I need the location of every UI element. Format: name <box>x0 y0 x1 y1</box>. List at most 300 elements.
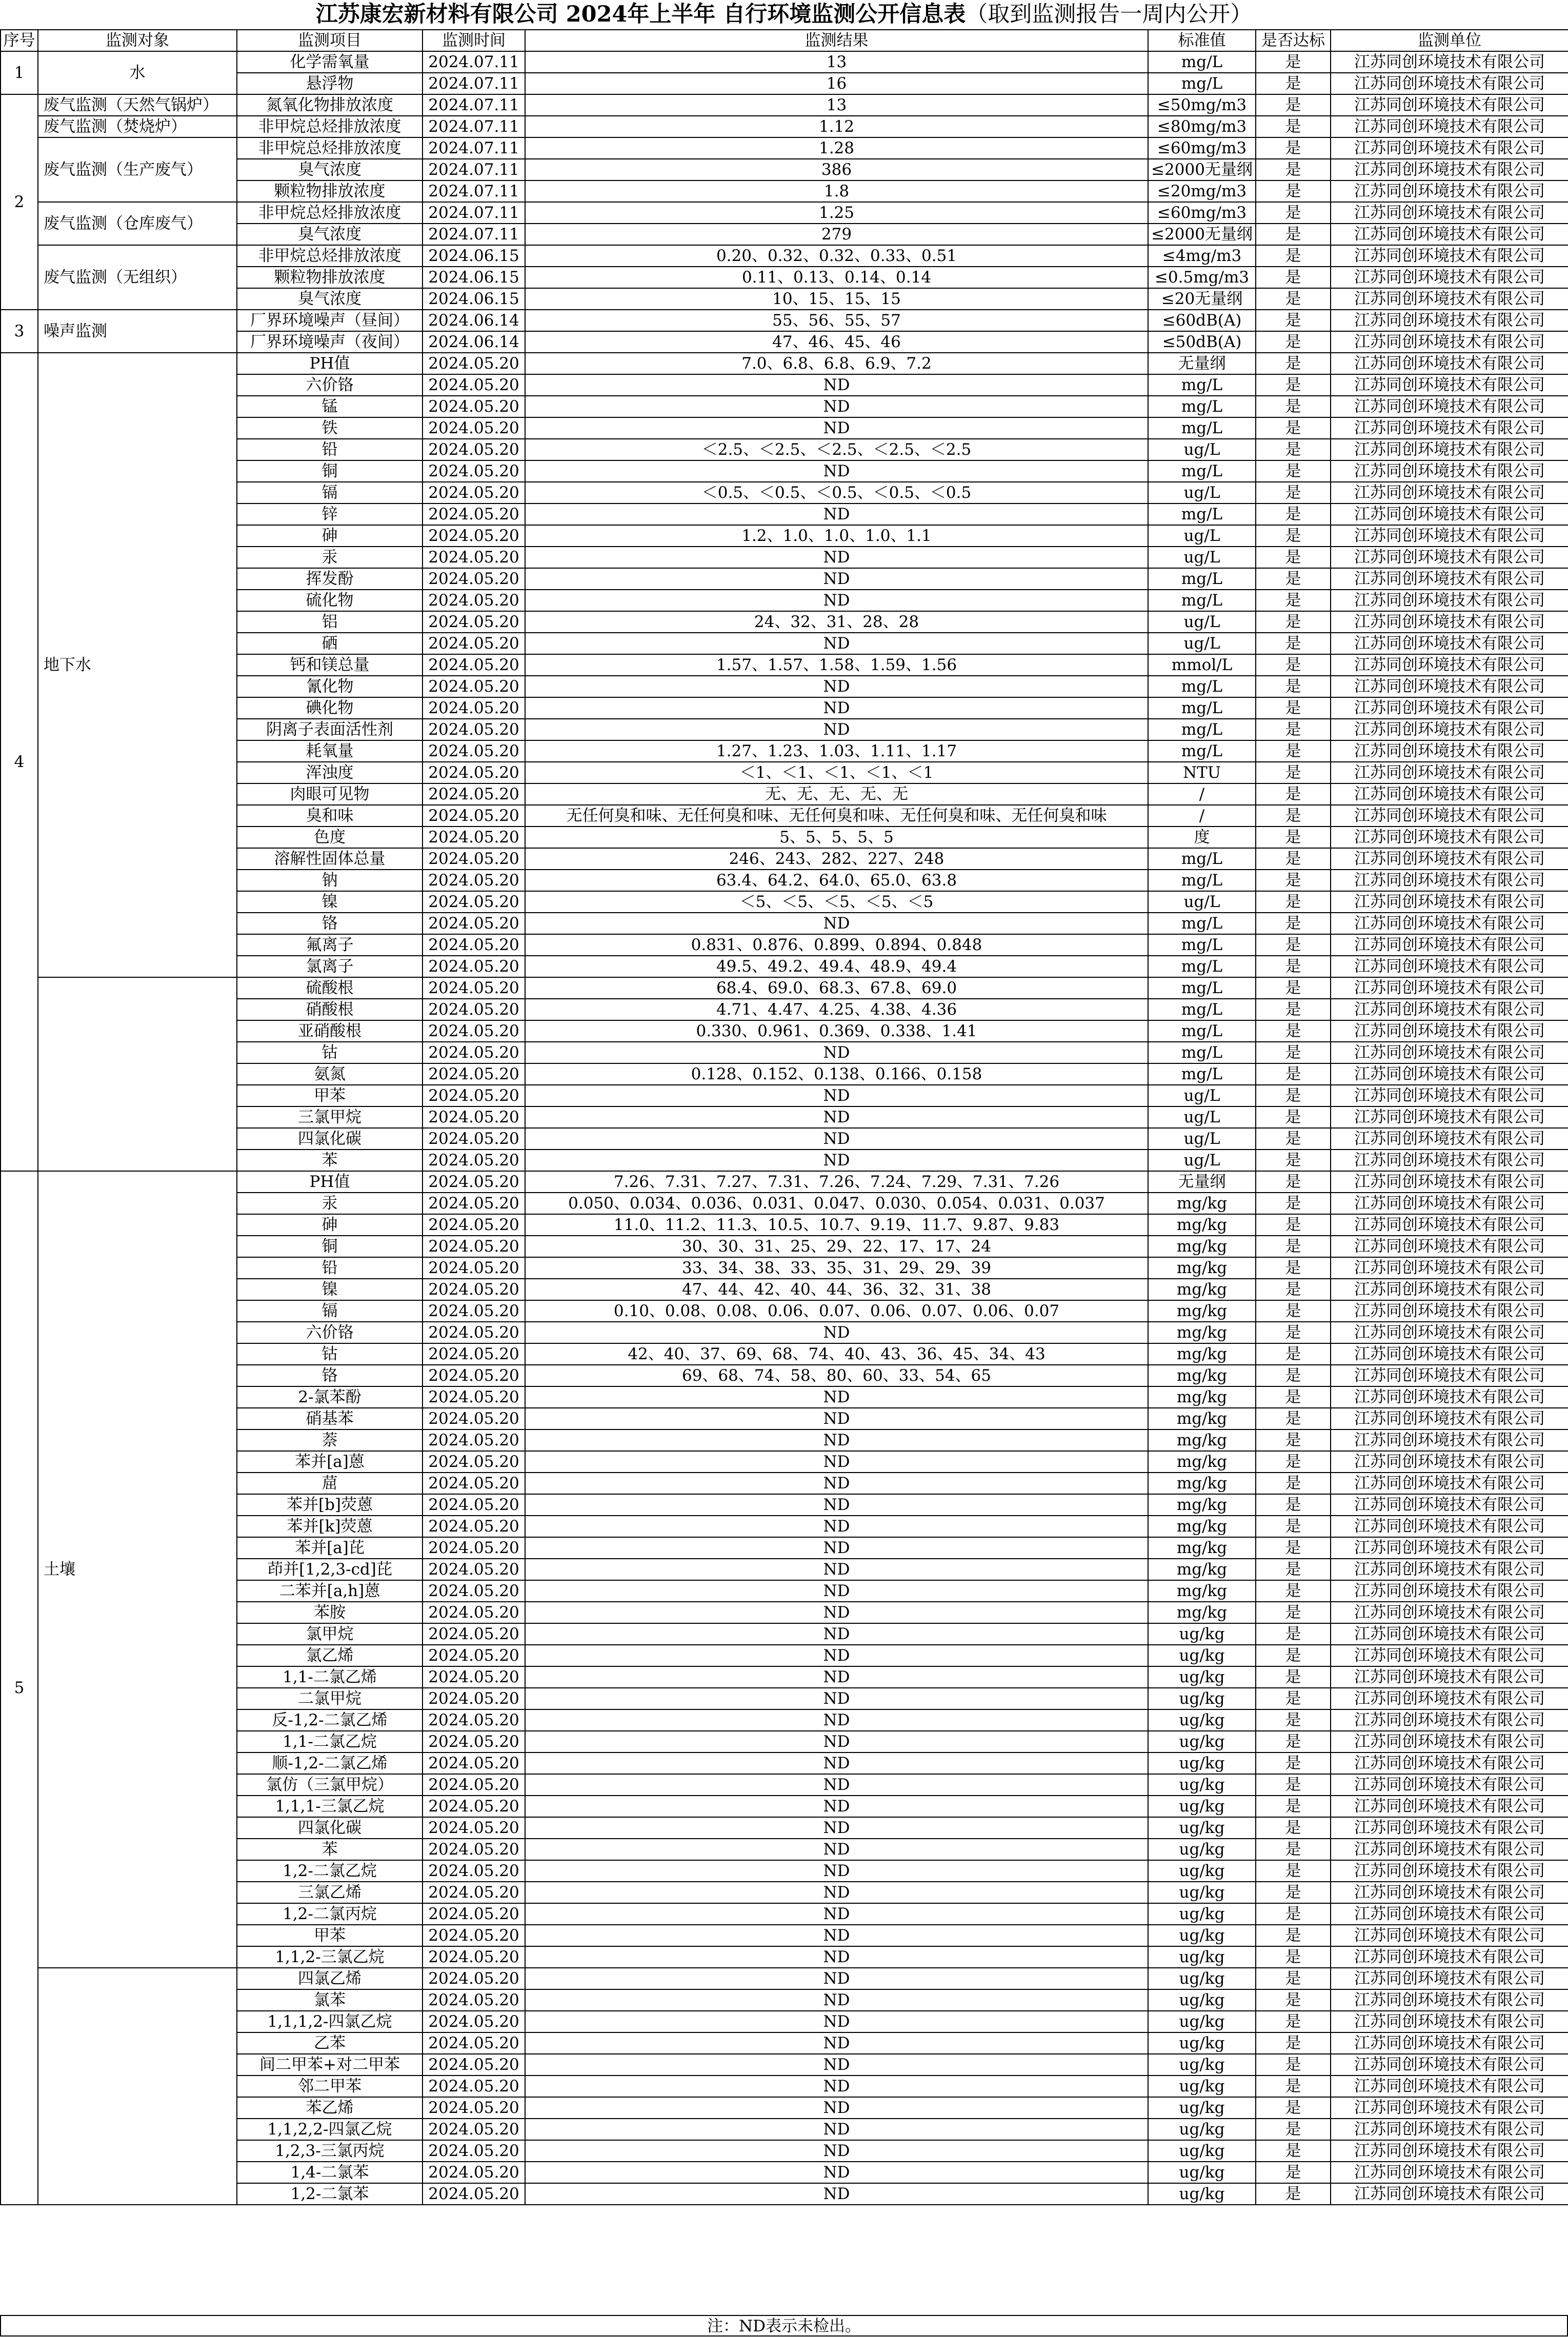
date-cell: 2024.05.20 <box>423 353 525 374</box>
monitoring-table <box>0 29 1568 2205</box>
standard-cell: ug/kg <box>1148 2011 1256 2032</box>
result-cell: ND <box>525 2097 1148 2119</box>
item-cell: 三氯乙烯 <box>237 1882 423 1903</box>
unit-cell: 江苏同创环境技术有限公司 <box>1331 913 1568 934</box>
date-cell: 2024.05.20 <box>423 2032 525 2054</box>
date-cell: 2024.05.20 <box>423 460 525 482</box>
result-cell: 279 <box>525 224 1148 245</box>
date-cell: 2024.05.20 <box>423 1214 525 1236</box>
compliant-cell: 是 <box>1256 331 1331 353</box>
item-cell: 1,1,2-三氯乙烷 <box>237 1946 423 1968</box>
item-cell: 挥发酚 <box>237 568 423 590</box>
unit-cell: 江苏同创环境技术有限公司 <box>1331 870 1568 891</box>
date-cell: 2024.05.20 <box>423 1343 525 1365</box>
date-cell: 2024.05.20 <box>423 1666 525 1688</box>
standard-cell: ug/L <box>1148 891 1256 913</box>
standard-cell: / <box>1148 783 1256 805</box>
standard-cell: ug/L <box>1148 633 1256 654</box>
result-cell: ND <box>525 913 1148 934</box>
item-cell: 臭气浓度 <box>237 288 423 310</box>
result-cell: 69、68、74、58、80、60、33、54、65 <box>525 1365 1148 1386</box>
compliant-cell: 是 <box>1256 288 1331 310</box>
date-cell: 2024.05.20 <box>423 999 525 1020</box>
compliant-cell: 是 <box>1256 94 1331 116</box>
result-cell: ND <box>525 1731 1148 1752</box>
unit-cell: 江苏同创环境技术有限公司 <box>1331 73 1568 94</box>
standard-cell: ≤60mg/m3 <box>1148 137 1256 159</box>
result-cell: 1.2、1.0、1.0、1.0、1.1 <box>525 525 1148 547</box>
date-cell: 2024.05.20 <box>423 762 525 783</box>
unit-cell: 江苏同创环境技术有限公司 <box>1331 267 1568 288</box>
unit-cell: 江苏同创环境技术有限公司 <box>1331 1085 1568 1106</box>
date-cell: 2024.05.20 <box>423 1946 525 1968</box>
unit-cell: 江苏同创环境技术有限公司 <box>1331 2183 1568 2205</box>
item-cell: 1,2-二氯乙烷 <box>237 1860 423 1882</box>
unit-cell: 江苏同创环境技术有限公司 <box>1331 460 1568 482</box>
result-cell: 55、56、55、57 <box>525 310 1148 331</box>
unit-cell: 江苏同创环境技术有限公司 <box>1331 999 1568 1020</box>
date-cell: 2024.05.20 <box>423 1193 525 1214</box>
unit-cell: 江苏同创环境技术有限公司 <box>1331 1903 1568 1925</box>
item-cell: 厂界环境噪声（夜间） <box>237 331 423 353</box>
unit-cell: 江苏同创环境技术有限公司 <box>1331 956 1568 977</box>
compliant-cell: 是 <box>1256 439 1331 460</box>
result-cell: ND <box>525 1645 1148 1666</box>
object-cell: 废气监测（仓库废气） <box>38 202 237 245</box>
date-cell: 2024.05.20 <box>423 956 525 977</box>
table-row <box>1 353 1568 374</box>
date-cell: 2024.05.20 <box>423 1796 525 1817</box>
result-cell: ND <box>525 396 1148 417</box>
unit-cell: 江苏同创环境技术有限公司 <box>1331 1020 1568 1042</box>
standard-cell: ug/kg <box>1148 1925 1256 1946</box>
result-cell: ND <box>525 1451 1148 1473</box>
compliant-cell: 是 <box>1256 1063 1331 1085</box>
seq-cell: 2 <box>1 94 38 310</box>
unit-cell: 江苏同创环境技术有限公司 <box>1331 590 1568 611</box>
standard-cell: ≤0.5mg/m3 <box>1148 267 1256 288</box>
result-cell: ND <box>525 1989 1148 2011</box>
result-cell: ND <box>525 1494 1148 1516</box>
compliant-cell: 是 <box>1256 805 1331 827</box>
compliant-cell: 是 <box>1256 1343 1331 1365</box>
standard-cell: mmol/L <box>1148 654 1256 676</box>
compliant-cell: 是 <box>1256 1429 1331 1451</box>
standard-cell: ug/kg <box>1148 1946 1256 1968</box>
result-cell: 0.330、0.961、0.369、0.338、1.41 <box>525 1020 1148 1042</box>
date-cell: 2024.05.20 <box>423 870 525 891</box>
date-cell: 2024.05.20 <box>423 1580 525 1602</box>
standard-cell: ug/kg <box>1148 1752 1256 1774</box>
unit-cell: 江苏同创环境技术有限公司 <box>1331 740 1568 762</box>
date-cell: 2024.05.20 <box>423 1516 525 1537</box>
date-cell: 2024.05.20 <box>423 1559 525 1580</box>
object-cell: 废气监测（无组织） <box>38 245 237 310</box>
result-cell: 10、15、15、15 <box>525 288 1148 310</box>
compliant-cell: 是 <box>1256 1903 1331 1925</box>
date-cell: 2024.05.20 <box>423 1752 525 1774</box>
result-cell: 13 <box>525 94 1148 116</box>
unit-cell: 江苏同创环境技术有限公司 <box>1331 288 1568 310</box>
date-cell: 2024.05.20 <box>423 1042 525 1063</box>
compliant-cell: 是 <box>1256 2162 1331 2183</box>
standard-cell: mg/kg <box>1148 1473 1256 1494</box>
result-cell: ND <box>525 374 1148 396</box>
standard-cell: mg/L <box>1148 73 1256 94</box>
item-cell: 硒 <box>237 633 423 654</box>
item-cell: 厂界环境噪声（昼间） <box>237 310 423 331</box>
date-cell: 2024.07.11 <box>423 180 525 202</box>
date-cell: 2024.05.20 <box>423 934 525 956</box>
unit-cell: 江苏同创环境技术有限公司 <box>1331 94 1568 116</box>
result-cell: ND <box>525 1623 1148 1645</box>
result-cell: ND <box>525 1925 1148 1946</box>
result-cell: ND <box>525 1882 1148 1903</box>
item-cell: 1,1-二氯乙烯 <box>237 1666 423 1688</box>
unit-cell: 江苏同创环境技术有限公司 <box>1331 1752 1568 1774</box>
date-cell: 2024.05.20 <box>423 1408 525 1429</box>
object-cell: 水 <box>38 51 237 94</box>
item-cell: 耗氧量 <box>237 740 423 762</box>
item-cell: 䓛 <box>237 1473 423 1494</box>
unit-cell: 江苏同创环境技术有限公司 <box>1331 1645 1568 1666</box>
unit-cell: 江苏同创环境技术有限公司 <box>1331 525 1568 547</box>
compliant-cell: 是 <box>1256 1774 1331 1796</box>
unit-cell: 江苏同创环境技术有限公司 <box>1331 2011 1568 2032</box>
item-cell: 色度 <box>237 827 423 848</box>
standard-cell: mg/kg <box>1148 1559 1256 1580</box>
item-cell: 1,1-二氯乙烷 <box>237 1731 423 1752</box>
table-row <box>1 116 1568 137</box>
result-cell: ＜2.5、＜2.5、＜2.5、＜2.5、＜2.5 <box>525 439 1148 460</box>
table-row <box>1 310 1568 331</box>
date-cell: 2024.05.20 <box>423 1645 525 1666</box>
compliant-cell: 是 <box>1256 1257 1331 1279</box>
compliant-cell: 是 <box>1256 310 1331 331</box>
compliant-cell: 是 <box>1256 2183 1331 2205</box>
compliant-cell: 是 <box>1256 1989 1331 2011</box>
unit-cell: 江苏同创环境技术有限公司 <box>1331 1473 1568 1494</box>
item-cell: 颗粒物排放浓度 <box>237 180 423 202</box>
unit-cell: 江苏同创环境技术有限公司 <box>1331 1731 1568 1752</box>
result-cell: 386 <box>525 159 1148 180</box>
result-cell: 4.71、4.47、4.25、4.38、4.36 <box>525 999 1148 1020</box>
compliant-cell: 是 <box>1256 73 1331 94</box>
compliant-cell: 是 <box>1256 374 1331 396</box>
date-cell: 2024.05.20 <box>423 1968 525 1989</box>
item-cell: 铁 <box>237 417 423 439</box>
standard-cell: mg/L <box>1148 1042 1256 1063</box>
title-main: 江苏康宏新材料有限公司 2024年上半年 自行环境监测公开信息表 <box>315 2 966 27</box>
standard-cell: mg/L <box>1148 568 1256 590</box>
result-cell: 7.26、7.31、7.27、7.31、7.26、7.24、7.29、7.31、7.26 <box>525 1171 1148 1193</box>
standard-cell: mg/L <box>1148 848 1256 870</box>
standard-cell: ≤60mg/m3 <box>1148 202 1256 224</box>
item-cell: 二苯并[a,h]蒽 <box>237 1580 423 1602</box>
compliant-cell: 是 <box>1256 1128 1331 1150</box>
compliant-cell: 是 <box>1256 1408 1331 1429</box>
item-cell: 茚并[1,2,3-cd]芘 <box>237 1559 423 1580</box>
header-standard: 标准值 <box>1148 30 1256 51</box>
compliant-cell: 是 <box>1256 417 1331 439</box>
item-cell: 氯甲烷 <box>237 1623 423 1645</box>
compliant-cell: 是 <box>1256 827 1331 848</box>
item-cell: 硝酸根 <box>237 999 423 1020</box>
compliant-cell: 是 <box>1256 353 1331 374</box>
compliant-cell: 是 <box>1256 2032 1331 2054</box>
unit-cell: 江苏同创环境技术有限公司 <box>1331 827 1568 848</box>
date-cell: 2024.07.11 <box>423 202 525 224</box>
unit-cell: 江苏同创环境技术有限公司 <box>1331 374 1568 396</box>
item-cell: 阴离子表面活性剂 <box>237 719 423 740</box>
unit-cell: 江苏同创环境技术有限公司 <box>1331 633 1568 654</box>
standard-cell: ug/L <box>1148 439 1256 460</box>
compliant-cell: 是 <box>1256 1516 1331 1537</box>
item-cell: 1,1,1,2-四氯乙烷 <box>237 2011 423 2032</box>
standard-cell: mg/kg <box>1148 1214 1256 1236</box>
item-cell: 乙苯 <box>237 2032 423 2054</box>
compliant-cell: 是 <box>1256 202 1331 224</box>
compliant-cell: 是 <box>1256 1731 1331 1752</box>
date-cell: 2024.07.11 <box>423 137 525 159</box>
unit-cell: 江苏同创环境技术有限公司 <box>1331 1300 1568 1322</box>
item-cell: 1,1,1-三氯乙烷 <box>237 1796 423 1817</box>
object-cell: 废气监测（天然气锅炉） <box>38 94 237 116</box>
unit-cell: 江苏同创环境技术有限公司 <box>1331 783 1568 805</box>
seq-cell: 3 <box>1 310 38 353</box>
item-cell: 硫酸根 <box>237 977 423 999</box>
compliant-cell: 是 <box>1256 1968 1331 1989</box>
compliant-cell: 是 <box>1256 762 1331 783</box>
standard-cell: ug/kg <box>1148 1968 1256 1989</box>
item-cell: 化学需氧量 <box>237 51 423 73</box>
standard-cell: ≤2000无量纲 <box>1148 159 1256 180</box>
header-object: 监测对象 <box>38 30 237 51</box>
result-cell: ND <box>525 417 1148 439</box>
item-cell: 六价铬 <box>237 374 423 396</box>
result-cell: ND <box>525 1774 1148 1796</box>
unit-cell: 江苏同创环境技术有限公司 <box>1331 1429 1568 1451</box>
compliant-cell: 是 <box>1256 1602 1331 1623</box>
compliant-cell: 是 <box>1256 1085 1331 1106</box>
standard-cell: mg/kg <box>1148 1279 1256 1300</box>
unit-cell: 江苏同创环境技术有限公司 <box>1331 51 1568 73</box>
standard-cell: ug/kg <box>1148 1882 1256 1903</box>
unit-cell: 江苏同创环境技术有限公司 <box>1331 1796 1568 1817</box>
standard-cell: ug/kg <box>1148 1731 1256 1752</box>
unit-cell: 江苏同创环境技术有限公司 <box>1331 417 1568 439</box>
item-cell: 颗粒物排放浓度 <box>237 267 423 288</box>
result-cell: 47、44、42、40、44、36、32、31、38 <box>525 1279 1148 1300</box>
result-cell: ＜5、＜5、＜5、＜5、＜5 <box>525 891 1148 913</box>
compliant-cell: 是 <box>1256 999 1331 1020</box>
item-cell: 苯 <box>237 1150 423 1171</box>
seq-cell: 5 <box>1 1171 38 2205</box>
unit-cell: 江苏同创环境技术有限公司 <box>1331 568 1568 590</box>
standard-cell: ug/kg <box>1148 1645 1256 1666</box>
result-cell: ND <box>525 460 1148 482</box>
item-cell: 肉眼可见物 <box>237 783 423 805</box>
compliant-cell: 是 <box>1256 2054 1331 2076</box>
standard-cell: ug/L <box>1148 1150 1256 1171</box>
item-cell: 邻二甲苯 <box>237 2076 423 2097</box>
result-cell: ND <box>525 1473 1148 1494</box>
item-cell: 氯乙烯 <box>237 1645 423 1666</box>
compliant-cell: 是 <box>1256 977 1331 999</box>
standard-cell: ≤80mg/m3 <box>1148 116 1256 137</box>
unit-cell: 江苏同创环境技术有限公司 <box>1331 934 1568 956</box>
compliant-cell: 是 <box>1256 1817 1331 1839</box>
compliant-cell: 是 <box>1256 1279 1331 1300</box>
compliant-cell: 是 <box>1256 1473 1331 1494</box>
result-cell: 0.128、0.152、0.138、0.166、0.158 <box>525 1063 1148 1085</box>
header-result: 监测结果 <box>525 30 1148 51</box>
compliant-cell: 是 <box>1256 1796 1331 1817</box>
unit-cell: 江苏同创环境技术有限公司 <box>1331 762 1568 783</box>
page-title <box>0 0 1568 29</box>
standard-cell: ≤4mg/m3 <box>1148 245 1256 267</box>
result-cell: ND <box>525 1386 1148 1408</box>
date-cell: 2024.05.20 <box>423 1817 525 1839</box>
date-cell: 2024.05.20 <box>423 503 525 525</box>
object-cell: 噪声监测 <box>38 310 237 353</box>
table-row <box>1 977 1568 999</box>
compliant-cell: 是 <box>1256 525 1331 547</box>
date-cell: 2024.05.20 <box>423 1386 525 1408</box>
compliant-cell: 是 <box>1256 1537 1331 1559</box>
item-cell: 钠 <box>237 870 423 891</box>
result-cell: ＜0.5、＜0.5、＜0.5、＜0.5、＜0.5 <box>525 482 1148 503</box>
date-cell: 2024.05.20 <box>423 1257 525 1279</box>
compliant-cell: 是 <box>1256 482 1331 503</box>
standard-cell: ug/kg <box>1148 2119 1256 2140</box>
compliant-cell: 是 <box>1256 1925 1331 1946</box>
standard-cell: mg/kg <box>1148 1236 1256 1257</box>
item-cell: 钴 <box>237 1042 423 1063</box>
standard-cell: ≤2000无量纲 <box>1148 224 1256 245</box>
item-cell: 镉 <box>237 1300 423 1322</box>
compliant-cell: 是 <box>1256 460 1331 482</box>
compliant-cell: 是 <box>1256 783 1331 805</box>
unit-cell: 江苏同创环境技术有限公司 <box>1331 1322 1568 1343</box>
result-cell: ND <box>525 1903 1148 1925</box>
item-cell: 四氯乙烯 <box>237 1968 423 1989</box>
standard-cell: mg/kg <box>1148 1494 1256 1516</box>
date-cell: 2024.05.20 <box>423 2162 525 2183</box>
standard-cell: mg/L <box>1148 676 1256 697</box>
compliant-cell: 是 <box>1256 159 1331 180</box>
unit-cell: 江苏同创环境技术有限公司 <box>1331 1839 1568 1860</box>
unit-cell: 江苏同创环境技术有限公司 <box>1331 1623 1568 1645</box>
date-cell: 2024.07.11 <box>423 51 525 73</box>
date-cell: 2024.05.20 <box>423 374 525 396</box>
standard-cell: mg/L <box>1148 913 1256 934</box>
compliant-cell: 是 <box>1256 956 1331 977</box>
standard-cell: mg/L <box>1148 719 1256 740</box>
result-cell: 47、46、45、46 <box>525 331 1148 353</box>
standard-cell: mg/kg <box>1148 1386 1256 1408</box>
standard-cell: mg/kg <box>1148 1257 1256 1279</box>
item-cell: 镍 <box>237 891 423 913</box>
item-cell: 氟离子 <box>237 934 423 956</box>
standard-cell: ug/L <box>1148 1085 1256 1106</box>
date-cell: 2024.05.20 <box>423 1451 525 1473</box>
date-cell: 2024.05.20 <box>423 977 525 999</box>
date-cell: 2024.07.11 <box>423 116 525 137</box>
compliant-cell: 是 <box>1256 1214 1331 1236</box>
standard-cell: mg/L <box>1148 503 1256 525</box>
result-cell: 49.5、49.2、49.4、48.9、49.4 <box>525 956 1148 977</box>
item-cell: 铅 <box>237 439 423 460</box>
date-cell: 2024.05.20 <box>423 1365 525 1386</box>
compliant-cell: 是 <box>1256 676 1331 697</box>
result-cell: ND <box>525 719 1148 740</box>
unit-cell: 江苏同创环境技术有限公司 <box>1331 1128 1568 1150</box>
result-cell: 246、243、282、227、248 <box>525 848 1148 870</box>
result-cell: 1.25 <box>525 202 1148 224</box>
result-cell: ND <box>525 1322 1148 1343</box>
date-cell: 2024.05.20 <box>423 547 525 568</box>
item-cell: 四氯化碳 <box>237 1817 423 1839</box>
date-cell: 2024.05.20 <box>423 417 525 439</box>
result-cell: ND <box>525 1537 1148 1559</box>
item-cell: 铜 <box>237 460 423 482</box>
item-cell: 非甲烷总烃排放浓度 <box>237 202 423 224</box>
unit-cell: 江苏同创环境技术有限公司 <box>1331 396 1568 417</box>
date-cell: 2024.05.20 <box>423 2140 525 2162</box>
item-cell: 苯并[b]荧蒽 <box>237 1494 423 1516</box>
item-cell: 氯仿（三氯甲烷） <box>237 1774 423 1796</box>
result-cell: ND <box>525 1839 1148 1860</box>
standard-cell: 无量纲 <box>1148 1171 1256 1193</box>
header-seq: 序号 <box>1 30 38 51</box>
unit-cell: 江苏同创环境技术有限公司 <box>1331 1860 1568 1882</box>
item-cell: 苯并[a]芘 <box>237 1537 423 1559</box>
result-cell: 无任何臭和味、无任何臭和味、无任何臭和味、无任何臭和味、无任何臭和味 <box>525 805 1148 827</box>
compliant-cell: 是 <box>1256 1645 1331 1666</box>
item-cell: 1,2,3-三氯丙烷 <box>237 2140 423 2162</box>
unit-cell: 江苏同创环境技术有限公司 <box>1331 2032 1568 2054</box>
date-cell: 2024.05.20 <box>423 1774 525 1796</box>
item-cell: 反-1,2-二氯乙烯 <box>237 1709 423 1731</box>
standard-cell: mg/L <box>1148 374 1256 396</box>
result-cell: 0.050、0.034、0.036、0.031、0.047、0.030、0.054、0.031、0.037 <box>525 1193 1148 1214</box>
table-row <box>1 137 1568 159</box>
unit-cell: 江苏同创环境技术有限公司 <box>1331 1946 1568 1968</box>
standard-cell: ug/kg <box>1148 2183 1256 2205</box>
unit-cell: 江苏同创环境技术有限公司 <box>1331 1559 1568 1580</box>
compliant-cell: 是 <box>1256 934 1331 956</box>
unit-cell: 江苏同创环境技术有限公司 <box>1331 116 1568 137</box>
date-cell: 2024.05.20 <box>423 568 525 590</box>
compliant-cell: 是 <box>1256 1839 1331 1860</box>
date-cell: 2024.05.20 <box>423 633 525 654</box>
standard-cell: mg/kg <box>1148 1408 1256 1429</box>
result-cell: ND <box>525 2183 1148 2205</box>
standard-cell: mg/kg <box>1148 1580 1256 1602</box>
result-cell: ND <box>525 503 1148 525</box>
standard-cell: ug/L <box>1148 525 1256 547</box>
standard-cell: mg/L <box>1148 977 1256 999</box>
standard-cell: mg/L <box>1148 956 1256 977</box>
result-cell: ND <box>525 1860 1148 1882</box>
unit-cell: 江苏同创环境技术有限公司 <box>1331 137 1568 159</box>
item-cell: 二氯甲烷 <box>237 1688 423 1709</box>
compliant-cell: 是 <box>1256 51 1331 73</box>
compliant-cell: 是 <box>1256 697 1331 719</box>
item-cell: 萘 <box>237 1429 423 1451</box>
result-cell: 0.20、0.32、0.32、0.33、0.51 <box>525 245 1148 267</box>
